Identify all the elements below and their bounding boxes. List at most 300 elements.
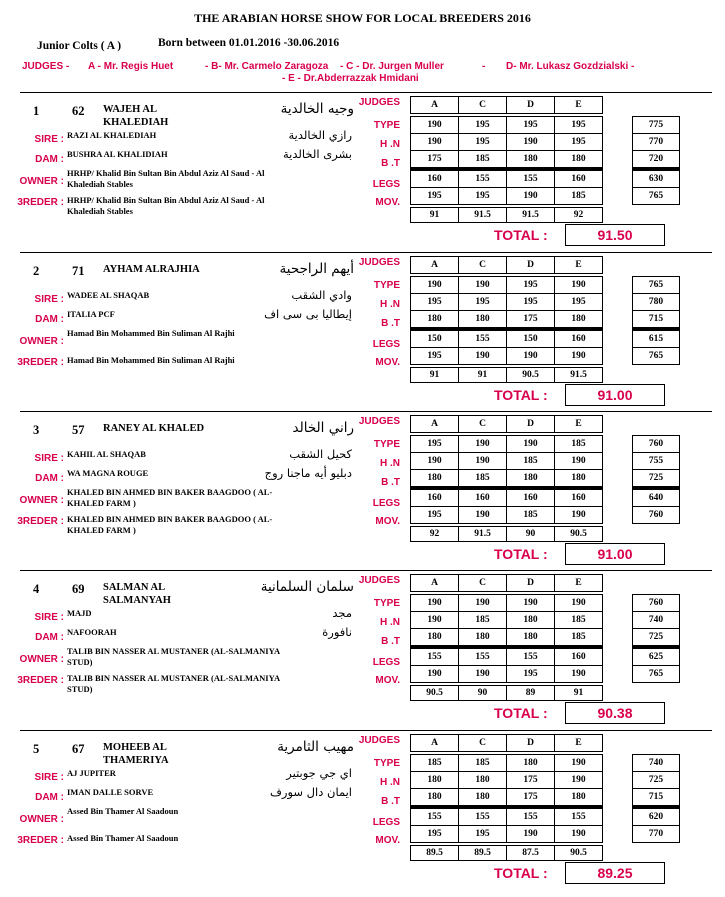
row-total-cell: 715 <box>633 311 680 330</box>
score-cell: 155 <box>555 807 603 826</box>
sire-value: RAZI AL KHALEDIAH <box>67 130 157 140</box>
sire-label: SIRE : <box>34 294 64 305</box>
score-cell: 160 <box>411 488 459 507</box>
dam-arabic: نافورة <box>322 625 352 639</box>
horse-name-arabic: وجيه الخالدية <box>280 101 354 117</box>
criterion-label: H .N <box>380 139 400 150</box>
owner-value: Assed Bin Thamer Al Saadoun <box>67 806 179 816</box>
separator-line <box>20 570 712 571</box>
dam-value: WA MAGNA ROUGE <box>67 468 149 478</box>
score-cell: 180 <box>507 629 555 648</box>
horse-name: WAJEH AL KHALEDIAH <box>103 104 169 128</box>
criterion-label: MOV. <box>375 197 400 208</box>
row-total-cell: 640 <box>633 488 680 507</box>
score-cell: 180 <box>555 151 603 170</box>
total-value: 89.25 <box>565 862 665 884</box>
score-cell: 195 <box>411 348 459 365</box>
score-row <box>411 151 603 170</box>
criterion-label: MOV. <box>375 357 400 368</box>
score-row <box>411 329 603 348</box>
score-cell: 190 <box>507 595 555 612</box>
score-cell: 180 <box>555 789 603 808</box>
score-cell: 175 <box>507 311 555 330</box>
judge-column-header: D <box>507 735 555 752</box>
dam-value: NAFOORAH <box>67 627 117 637</box>
judge-column-header: A <box>411 575 459 592</box>
score-cell: 190 <box>411 134 459 151</box>
score-cell: 190 <box>411 612 459 629</box>
judges-label: JUDGES - <box>22 61 70 72</box>
judge-b: - B- Mr. Carmelo Zaragoza <box>205 61 329 72</box>
judge-column-header: A <box>411 735 459 752</box>
scores-table <box>410 594 603 683</box>
row-total-cell: 765 <box>633 666 680 683</box>
criterion-label: LEGS <box>372 339 400 350</box>
score-cell: 190 <box>555 595 603 612</box>
judge-column-header: E <box>555 97 603 114</box>
judge-column-header: C <box>459 257 507 274</box>
score-cell: 160 <box>555 488 603 507</box>
row-total-cell: 765 <box>633 348 680 365</box>
judge-column-header: D <box>507 257 555 274</box>
judge-e: - E - Dr.Abderrazzak Hmidani <box>282 73 419 84</box>
breeder-value: Hamad Bin Mohammed Bin Suliman Al Rajhi <box>67 355 235 365</box>
breeder-value: KHALED BIN AHMED BIN BAKER BAAGDOO ( AL-KHALED FARM ) <box>67 514 273 535</box>
row-totals-table <box>632 754 680 843</box>
owner-label: OWNER : <box>19 654 64 665</box>
dam-arabic: دبليو أيه ماجنا روج <box>264 466 352 480</box>
judge-column-header: C <box>459 735 507 752</box>
score-cell: 185 <box>555 188 603 205</box>
criterion-label: LEGS <box>372 817 400 828</box>
score-cell: 195 <box>459 826 507 843</box>
total-label: TOTAL : <box>494 387 548 403</box>
row-total-cell: 620 <box>633 807 680 826</box>
score-cell: 195 <box>555 294 603 311</box>
horse-name-arabic: سلمان السلمانية <box>260 579 354 595</box>
dam-arabic: ايمان دال سورف <box>269 785 352 799</box>
separator-line <box>20 411 712 412</box>
score-cell: 160 <box>459 488 507 507</box>
average-cell: 91 <box>459 368 507 383</box>
score-row <box>411 807 603 826</box>
judge-header-row <box>410 734 603 752</box>
horse-name: MOHEEB AL THAMERIYA <box>103 742 169 766</box>
judge-a: A - Mr. Regis Huet <box>88 61 174 72</box>
dam-value: BUSHRA AL KHALIDIAH <box>67 149 168 159</box>
scores-table <box>410 435 603 524</box>
sire-label: SIRE : <box>34 612 64 623</box>
score-cell: 195 <box>459 117 507 134</box>
sire-label: SIRE : <box>34 453 64 464</box>
row-total-cell: 770 <box>633 826 680 843</box>
horse-name-arabic: راني الخالد <box>292 420 354 436</box>
judge-column-header: C <box>459 97 507 114</box>
judge-header-row <box>410 256 603 274</box>
score-cell: 175 <box>507 789 555 808</box>
breeder-label: 3REDER : <box>17 197 64 208</box>
criterion-label: H .N <box>380 617 400 628</box>
total-value: 90.38 <box>565 702 665 724</box>
score-cell: 195 <box>459 294 507 311</box>
score-row <box>411 647 603 666</box>
score-row <box>411 453 603 470</box>
judge-column-header: C <box>459 416 507 433</box>
horse-name: AYHAM ALRAJHIA <box>103 264 200 275</box>
score-cell: 180 <box>411 789 459 808</box>
score-cell: 195 <box>459 134 507 151</box>
score-cell: 180 <box>459 789 507 808</box>
average-cell: 91.5 <box>555 368 603 383</box>
entry-block <box>0 409 725 569</box>
score-cell: 195 <box>411 188 459 205</box>
score-cell: 185 <box>507 453 555 470</box>
separator-line <box>20 92 712 93</box>
score-cell: 180 <box>507 470 555 489</box>
judges-header-label: JUDGES <box>358 416 400 427</box>
score-cell: 190 <box>555 755 603 772</box>
horse-name-arabic: أيهم الراجحية <box>279 261 354 277</box>
breeder-label: 3REDER : <box>17 675 64 686</box>
score-cell: 190 <box>411 453 459 470</box>
score-cell: 185 <box>555 612 603 629</box>
entry-place: 4 <box>33 582 40 596</box>
judge-column-header: E <box>555 416 603 433</box>
average-cell: 91.5 <box>459 527 507 542</box>
score-cell: 180 <box>411 772 459 789</box>
score-cell: 180 <box>459 311 507 330</box>
sire-arabic: وادي الشقب <box>291 288 352 302</box>
average-cell: 90.5 <box>555 527 603 542</box>
entry-number: 71 <box>72 264 85 278</box>
separator-line <box>20 252 712 253</box>
criterion-label: MOV. <box>375 675 400 686</box>
dam-label: DAM : <box>35 314 64 325</box>
average-cell: 92 <box>411 527 459 542</box>
score-cell: 185 <box>459 470 507 489</box>
score-cell: 160 <box>507 488 555 507</box>
judge-column-header: D <box>507 575 555 592</box>
born-range: Born between 01.01.2016 -30.06.2016 <box>158 37 340 49</box>
score-cell: 190 <box>507 188 555 205</box>
breeder-value: Assed Bin Thamer Al Saadoun <box>67 833 179 843</box>
entry-block <box>0 568 725 728</box>
row-total-cell: 725 <box>633 629 680 648</box>
score-cell: 185 <box>507 507 555 524</box>
criterion-label: B .T <box>381 158 400 169</box>
criterion-label: B .T <box>381 318 400 329</box>
judge-c: - C - Dr. Jurgen Muller <box>340 61 444 72</box>
score-row <box>411 507 603 524</box>
score-row <box>411 612 603 629</box>
entry-place: 1 <box>33 104 40 118</box>
total-value: 91.50 <box>565 224 665 246</box>
score-cell: 190 <box>555 772 603 789</box>
score-cell: 195 <box>555 117 603 134</box>
row-totals-table <box>632 594 680 683</box>
breeder-label: 3REDER : <box>17 357 64 368</box>
score-cell: 155 <box>459 169 507 188</box>
score-cell: 155 <box>507 807 555 826</box>
owner-label: OWNER : <box>19 176 64 187</box>
score-cell: 195 <box>507 117 555 134</box>
judge-column-header: C <box>459 575 507 592</box>
row-total-cell: 760 <box>633 436 680 453</box>
average-cell: 91 <box>411 368 459 383</box>
score-cell: 190 <box>411 117 459 134</box>
entry-block <box>0 250 725 410</box>
score-cell: 180 <box>459 629 507 648</box>
score-row <box>411 755 603 772</box>
score-cell: 155 <box>411 807 459 826</box>
sire-arabic: رازي الخالدية <box>288 128 352 142</box>
dam-label: DAM : <box>35 632 64 643</box>
score-cell: 190 <box>459 595 507 612</box>
score-cell: 180 <box>507 612 555 629</box>
sire-value: KAHIL AL SHAQAB <box>67 449 146 459</box>
criterion-label: LEGS <box>372 179 400 190</box>
averages-row <box>410 685 603 701</box>
horse-name: SALMAN AL SALMANYAH <box>103 582 171 606</box>
entry-block <box>0 728 725 888</box>
score-cell: 195 <box>555 134 603 151</box>
judges-header-label: JUDGES <box>358 257 400 268</box>
score-cell: 155 <box>507 647 555 666</box>
score-cell: 195 <box>507 666 555 683</box>
row-total-cell: 755 <box>633 453 680 470</box>
score-row <box>411 488 603 507</box>
sire-value: MAJD <box>67 608 92 618</box>
score-row <box>411 311 603 330</box>
score-row <box>411 134 603 151</box>
sire-value: WADEE AL SHAQAB <box>67 290 150 300</box>
judge-column-header: E <box>555 257 603 274</box>
score-cell: 180 <box>555 470 603 489</box>
row-total-cell: 625 <box>633 647 680 666</box>
row-total-cell: 775 <box>633 117 680 134</box>
score-cell: 150 <box>507 329 555 348</box>
entry-place: 2 <box>33 264 40 278</box>
row-total-cell: 780 <box>633 294 680 311</box>
score-cell: 190 <box>555 277 603 294</box>
page-title: THE ARABIAN HORSE SHOW FOR LOCAL BREEDERS 2016 <box>194 11 531 25</box>
score-row <box>411 436 603 453</box>
average-cell: 91 <box>411 208 459 223</box>
criterion-label: B .T <box>381 636 400 647</box>
averages-row <box>410 845 603 861</box>
criterion-label: TYPE <box>373 758 400 769</box>
dam-arabic: بشرى الخالدية <box>283 147 352 161</box>
scores-table <box>410 276 603 365</box>
entry-place: 3 <box>33 423 40 437</box>
score-cell: 180 <box>411 629 459 648</box>
criterion-label: H .N <box>380 777 400 788</box>
average-cell: 87.5 <box>507 846 555 861</box>
score-cell: 190 <box>411 666 459 683</box>
separator-line <box>20 730 712 731</box>
score-cell: 185 <box>555 629 603 648</box>
owner-label: OWNER : <box>19 495 64 506</box>
score-cell: 190 <box>507 436 555 453</box>
breeder-value: HRHP/ Khalid Bin Sultan Bin Abdul Aziz Al Saud - Al Khalediah Stables <box>67 195 265 216</box>
criterion-label: H .N <box>380 458 400 469</box>
dam-value: ITALIA PCF <box>67 309 115 319</box>
score-cell: 190 <box>555 666 603 683</box>
total-label: TOTAL : <box>494 865 548 881</box>
judges-header-label: JUDGES <box>358 575 400 586</box>
judge-column-header: A <box>411 416 459 433</box>
score-cell: 195 <box>411 436 459 453</box>
averages-row <box>410 367 603 383</box>
horse-name-arabic: مهيب الثامرية <box>277 739 354 755</box>
score-row <box>411 789 603 808</box>
sire-value: AJ JUPITER <box>67 768 116 778</box>
score-cell: 155 <box>459 329 507 348</box>
criterion-label: B .T <box>381 796 400 807</box>
criterion-label: B .T <box>381 477 400 488</box>
criterion-label: MOV. <box>375 835 400 846</box>
score-cell: 195 <box>507 277 555 294</box>
sire-label: SIRE : <box>34 134 64 145</box>
score-row <box>411 826 603 843</box>
scores-table <box>410 754 603 843</box>
score-cell: 195 <box>411 294 459 311</box>
row-totals-table <box>632 276 680 365</box>
criterion-label: LEGS <box>372 498 400 509</box>
score-cell: 155 <box>459 807 507 826</box>
judges-header-label: JUDGES <box>358 735 400 746</box>
judge-column-header: D <box>507 416 555 433</box>
total-value: 91.00 <box>565 384 665 406</box>
breeder-value: TALIB BIN NASSER AL MUSTANER (AL-SALMANIYA STUD) <box>67 673 280 694</box>
total-value: 91.00 <box>565 543 665 565</box>
row-total-cell: 725 <box>633 772 680 789</box>
score-row <box>411 117 603 134</box>
score-cell: 180 <box>411 470 459 489</box>
average-cell: 91.5 <box>507 208 555 223</box>
score-row <box>411 188 603 205</box>
class-name: Junior Colts ( A ) <box>37 40 122 52</box>
owner-value: TALIB BIN NASSER AL MUSTANER (AL-SALMANIYA STUD) <box>67 646 280 667</box>
judge-column-header: A <box>411 257 459 274</box>
score-cell: 190 <box>507 348 555 365</box>
total-label: TOTAL : <box>494 705 548 721</box>
score-cell: 175 <box>507 772 555 789</box>
score-row <box>411 277 603 294</box>
average-cell: 90.5 <box>507 368 555 383</box>
score-cell: 185 <box>459 612 507 629</box>
entry-number: 57 <box>72 423 85 437</box>
judge-header-row <box>410 574 603 592</box>
total-label: TOTAL : <box>494 227 548 243</box>
score-cell: 190 <box>555 826 603 843</box>
row-total-cell: 765 <box>633 188 680 205</box>
row-total-cell: 715 <box>633 789 680 808</box>
sire-arabic: اي جي جوبتير <box>286 766 352 780</box>
score-cell: 180 <box>459 772 507 789</box>
sire-arabic: كحيل الشقب <box>289 447 352 461</box>
score-cell: 190 <box>555 507 603 524</box>
row-totals-table <box>632 116 680 205</box>
criterion-label: LEGS <box>372 657 400 668</box>
average-cell: 89.5 <box>459 846 507 861</box>
total-label: TOTAL : <box>494 546 548 562</box>
judge-sep: - <box>482 61 486 72</box>
row-total-cell: 765 <box>633 277 680 294</box>
score-cell: 160 <box>411 169 459 188</box>
score-cell: 155 <box>459 647 507 666</box>
horse-name: RANEY AL KHALED <box>103 423 205 434</box>
criterion-label: TYPE <box>373 120 400 131</box>
score-row <box>411 666 603 683</box>
entry-number: 69 <box>72 582 85 596</box>
dam-arabic: إيطاليا بى سى اف <box>264 307 352 321</box>
score-cell: 190 <box>555 348 603 365</box>
average-cell: 91 <box>555 686 603 701</box>
score-row <box>411 348 603 365</box>
score-cell: 190 <box>459 507 507 524</box>
score-row <box>411 470 603 489</box>
score-cell: 180 <box>555 311 603 330</box>
row-total-cell: 720 <box>633 151 680 170</box>
criterion-label: TYPE <box>373 280 400 291</box>
dam-label: DAM : <box>35 154 64 165</box>
score-cell: 155 <box>411 647 459 666</box>
breeder-label: 3REDER : <box>17 835 64 846</box>
score-cell: 190 <box>459 277 507 294</box>
score-cell: 190 <box>459 453 507 470</box>
average-cell: 90.5 <box>555 846 603 861</box>
score-cell: 190 <box>411 277 459 294</box>
score-cell: 190 <box>459 666 507 683</box>
score-cell: 195 <box>459 188 507 205</box>
dam-label: DAM : <box>35 792 64 803</box>
row-total-cell: 760 <box>633 507 680 524</box>
score-cell: 150 <box>411 329 459 348</box>
score-cell: 185 <box>459 151 507 170</box>
dam-value: IMAN DALLE SORVE <box>67 787 154 797</box>
score-cell: 160 <box>555 169 603 188</box>
score-cell: 190 <box>459 436 507 453</box>
score-row <box>411 169 603 188</box>
score-row <box>411 294 603 311</box>
score-cell: 180 <box>507 755 555 772</box>
sire-arabic: مجد <box>332 606 352 620</box>
score-cell: 155 <box>507 169 555 188</box>
row-total-cell: 615 <box>633 329 680 348</box>
score-row <box>411 772 603 789</box>
owner-label: OWNER : <box>19 336 64 347</box>
criterion-label: MOV. <box>375 516 400 527</box>
judge-header-row <box>410 96 603 114</box>
average-cell: 89.5 <box>411 846 459 861</box>
average-cell: 90 <box>459 686 507 701</box>
row-total-cell: 740 <box>633 755 680 772</box>
entry-block <box>0 90 725 250</box>
score-cell: 195 <box>411 826 459 843</box>
judge-header-row <box>410 415 603 433</box>
score-cell: 180 <box>507 151 555 170</box>
criterion-label: TYPE <box>373 439 400 450</box>
judges-header-label: JUDGES <box>358 97 400 108</box>
average-cell: 90.5 <box>411 686 459 701</box>
score-cell: 190 <box>507 134 555 151</box>
judge-column-header: D <box>507 97 555 114</box>
score-cell: 190 <box>459 348 507 365</box>
score-cell: 185 <box>459 755 507 772</box>
entry-number: 67 <box>72 742 85 756</box>
judge-column-header: A <box>411 97 459 114</box>
